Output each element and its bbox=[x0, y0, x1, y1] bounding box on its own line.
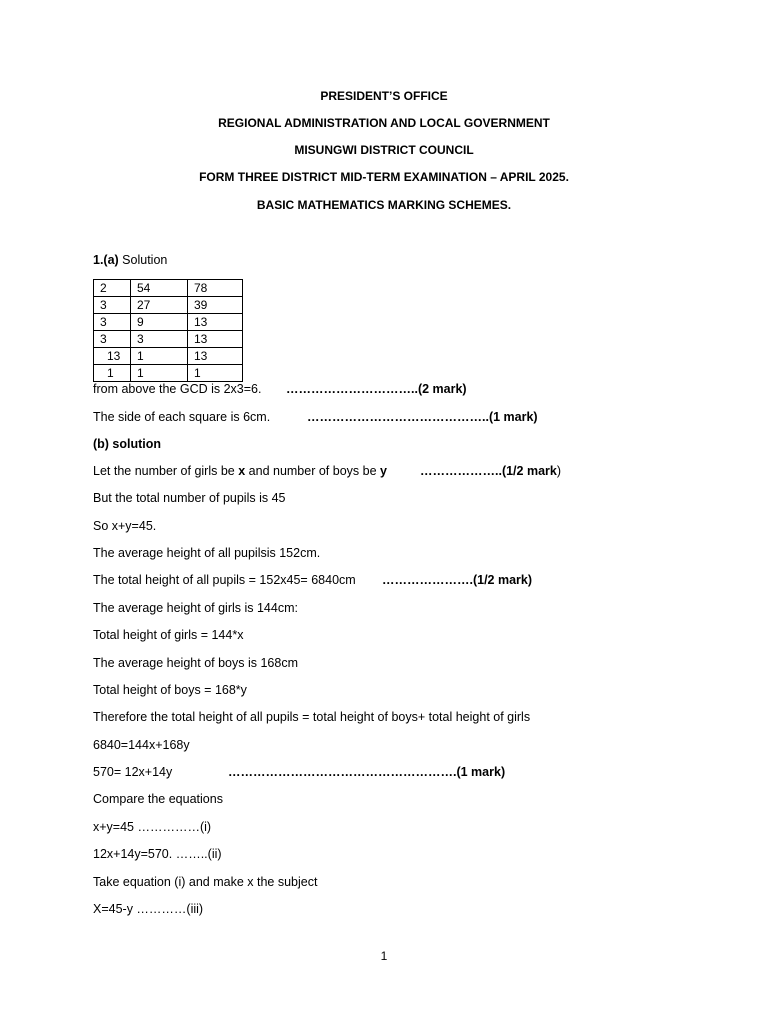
question-1a-heading bbox=[93, 253, 167, 267]
let-text: Let the number of girls be bbox=[93, 464, 239, 478]
equation-i-line: x+y=45 ……………(i) bbox=[93, 820, 212, 834]
take-equation-line: Take equation (i) and make x the subject bbox=[93, 875, 318, 889]
header-presidents-office: PRESIDENT’S OFFICE bbox=[320, 89, 448, 103]
table-cell: 9 bbox=[131, 314, 188, 331]
table-cell: 2 bbox=[94, 280, 131, 297]
question-number: 1.(a) bbox=[93, 253, 119, 267]
table-row bbox=[94, 297, 243, 314]
table-cell: 13 bbox=[188, 314, 243, 331]
total-height-text: The total height of all pupils = 152x45= 6840cm bbox=[93, 573, 356, 587]
mark-allocation: ………………….(1/2 mark) bbox=[382, 573, 533, 587]
table-row bbox=[94, 314, 243, 331]
table-cell: 13 bbox=[94, 348, 131, 365]
table-cell: 13 bbox=[188, 331, 243, 348]
mark-allocation: …………………………..(2 mark) bbox=[286, 382, 467, 396]
table-row bbox=[94, 365, 243, 382]
gcd-division-table bbox=[93, 279, 243, 382]
question-1b-heading bbox=[93, 437, 161, 451]
mark-close: ) bbox=[556, 464, 562, 478]
average-girls-line: The average height of girls is 144cm: bbox=[93, 601, 298, 615]
variable-y: y bbox=[380, 464, 387, 478]
table-row bbox=[94, 348, 243, 365]
equation-6840-line: 6840=144x+168y bbox=[93, 738, 190, 752]
solution-label: (b) solution bbox=[93, 437, 162, 451]
side-text: The side of each square is 6cm. bbox=[93, 410, 271, 424]
gcd-result-line bbox=[93, 382, 467, 396]
compare-line: Compare the equations bbox=[93, 792, 223, 806]
gcd-text: from above the GCD is 2x3=6. bbox=[93, 382, 262, 396]
header-exam-title: FORM THREE DISTRICT MID-TERM EXAMINATION – APRIL 2025. bbox=[199, 170, 569, 184]
header-district-council: MISUNGWI DISTRICT COUNCIL bbox=[294, 143, 474, 157]
table-cell: 54 bbox=[131, 280, 188, 297]
total-boys-line: Total height of boys = 168*y bbox=[93, 683, 247, 697]
variable-x: x bbox=[238, 464, 246, 478]
mark-allocation: ……………………………………..(1 mark) bbox=[307, 410, 538, 424]
page-number: 1 bbox=[380, 949, 388, 963]
table-cell: 78 bbox=[188, 280, 243, 297]
equation-text: 570= 12x+14y bbox=[93, 765, 173, 779]
header-regional-admin: REGIONAL ADMINISTRATION AND LOCAL GOVERNMENT bbox=[218, 116, 550, 130]
header-marking-scheme: BASIC MATHEMATICS MARKING SCHEMES. bbox=[256, 198, 512, 212]
table-cell: 1 bbox=[94, 365, 131, 382]
table-cell: 3 bbox=[131, 331, 188, 348]
equation-570-line bbox=[93, 765, 506, 779]
mark-allocation bbox=[420, 464, 561, 478]
table-cell: 39 bbox=[188, 297, 243, 314]
table-row bbox=[94, 331, 243, 348]
average-boys-line: The average height of boys is 168cm bbox=[93, 656, 298, 670]
mark-text: ………………..(1/2 mark bbox=[420, 464, 557, 478]
table-cell: 3 bbox=[94, 314, 131, 331]
table-cell: 3 bbox=[94, 331, 131, 348]
square-side-line bbox=[93, 410, 538, 424]
equation-sum-line: So x+y=45. bbox=[93, 519, 157, 533]
solution-label: Solution bbox=[118, 253, 168, 267]
therefore-line: Therefore the total height of all pupils = total height of boys+ total height of girls bbox=[93, 710, 531, 724]
mark-allocation: ……………………………………………….(1 mark) bbox=[228, 765, 506, 779]
total-height-line bbox=[93, 573, 533, 587]
table-cell: 27 bbox=[131, 297, 188, 314]
equation-iii-line: X=45-y …………(iii) bbox=[93, 902, 204, 916]
total-pupils-line: But the total number of pupils is 45 bbox=[93, 491, 286, 505]
total-girls-line: Total height of girls = 144*x bbox=[93, 628, 244, 642]
let-text: and number of boys be bbox=[245, 464, 380, 478]
average-all-line: The average height of all pupilsis 152cm. bbox=[93, 546, 321, 560]
table-cell: 1 bbox=[131, 348, 188, 365]
table-cell: 13 bbox=[188, 348, 243, 365]
let-variables-line bbox=[93, 464, 562, 478]
table-cell: 3 bbox=[94, 297, 131, 314]
table-cell: 1 bbox=[131, 365, 188, 382]
table-row bbox=[94, 280, 243, 297]
table-cell: 1 bbox=[188, 365, 243, 382]
equation-ii-line: 12x+14y=570. ……..(ii) bbox=[93, 847, 222, 861]
